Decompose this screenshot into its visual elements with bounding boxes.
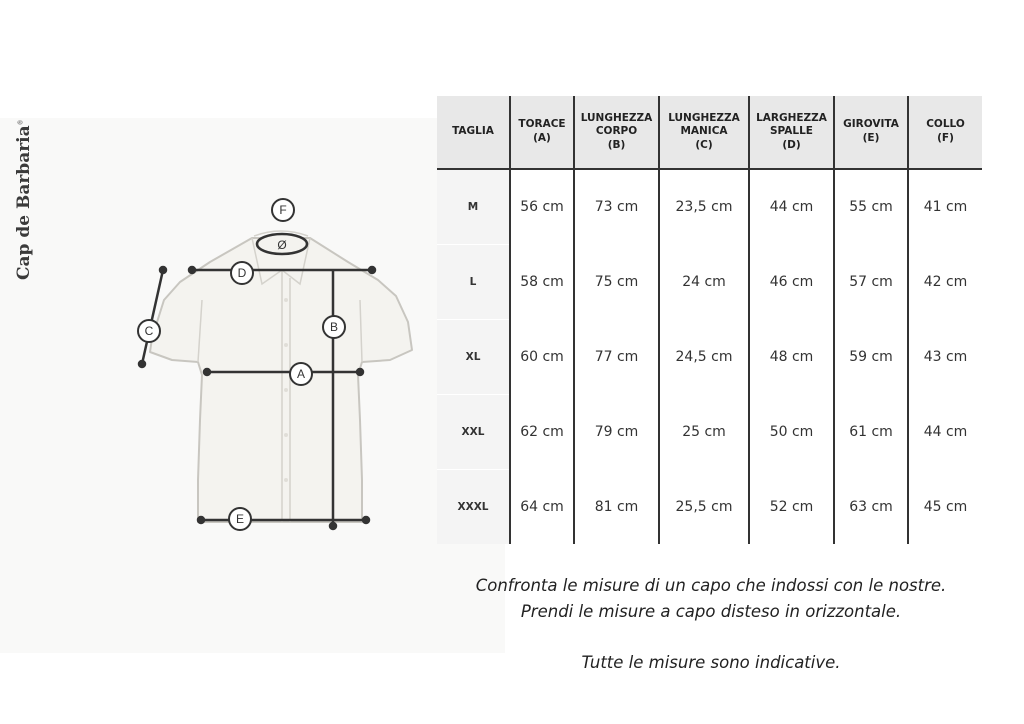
table-row — [437, 320, 982, 395]
label-d: D — [237, 266, 247, 280]
table-cell: 25 cm — [659, 395, 749, 470]
table-cell: 48 cm — [749, 320, 834, 395]
label-b: B — [329, 320, 339, 334]
header-lunghezza-corpo: LUNGHEZZA CORPO (B) — [574, 96, 659, 169]
table-cell: 58 cm — [510, 245, 574, 320]
table-cell: 25,5 cm — [659, 470, 749, 545]
note-line-2: Prendi le misure a capo disteso in orizzontale. — [520, 602, 902, 621]
table-cell: 50 cm — [749, 395, 834, 470]
table-row — [437, 470, 982, 545]
table-row — [437, 395, 982, 470]
table-cell: 63 cm — [834, 470, 908, 545]
table-cell: 24 cm — [659, 245, 749, 320]
table-cell: 57 cm — [834, 245, 908, 320]
label-f: F — [279, 203, 287, 217]
table-cell: 81 cm — [574, 470, 659, 545]
table-cell: 23,5 cm — [659, 169, 749, 245]
table-header-row — [437, 96, 982, 169]
header-torace: TORACE (A) — [510, 96, 574, 169]
table-cell: 62 cm — [510, 395, 574, 470]
size-cell: L — [437, 245, 510, 320]
table-cell: 56 cm — [510, 169, 574, 245]
table-cell: 60 cm — [510, 320, 574, 395]
table-cell: 44 cm — [749, 169, 834, 245]
table-row — [437, 169, 982, 245]
size-cell: XXL — [437, 395, 510, 470]
table-cell: 61 cm — [834, 395, 908, 470]
table-cell: 46 cm — [749, 245, 834, 320]
table-cell: 59 cm — [834, 320, 908, 395]
table-cell: 44 cm — [908, 395, 982, 470]
table-cell: 24,5 cm — [659, 320, 749, 395]
label-c: C — [144, 324, 154, 338]
label-a: A — [296, 367, 306, 381]
table-row — [437, 245, 982, 320]
note-line-1: Confronta le misure di un capo che indossi con le nostre. — [475, 576, 947, 595]
shirt-body-outline — [150, 238, 412, 522]
size-table — [437, 96, 982, 544]
size-cell: XXXL — [437, 470, 510, 545]
table-cell: 43 cm — [908, 320, 982, 395]
shirt-measurement-diagram — [0, 180, 440, 550]
header-taglia: TAGLIA — [437, 96, 510, 169]
table-cell: 75 cm — [574, 245, 659, 320]
table-cell: 52 cm — [749, 470, 834, 545]
header-lunghezza-manica: LUNGHEZZA MANICA (C) — [659, 96, 749, 169]
table-cell: 45 cm — [908, 470, 982, 545]
table-cell: 55 cm — [834, 169, 908, 245]
table-cell: 42 cm — [908, 245, 982, 320]
header-girovita: GIROVITA (E) — [834, 96, 908, 169]
table-cell: 41 cm — [908, 169, 982, 245]
brand-logo: Cap de Barbaria® — [14, 119, 34, 280]
table-cell: 73 cm — [574, 169, 659, 245]
label-e: E — [235, 512, 245, 526]
header-larghezza-spalle: LARGHEZZA SPALLE (D) — [749, 96, 834, 169]
table-cell: 64 cm — [510, 470, 574, 545]
table-cell: 77 cm — [574, 320, 659, 395]
header-collo: COLLO (F) — [908, 96, 982, 169]
table-cell: 79 cm — [574, 395, 659, 470]
size-cell: XL — [437, 320, 510, 395]
collar-symbol: Ø — [277, 238, 287, 252]
note-line-3: Tutte le misure sono indicative. — [581, 653, 841, 672]
size-cell: M — [437, 169, 510, 245]
